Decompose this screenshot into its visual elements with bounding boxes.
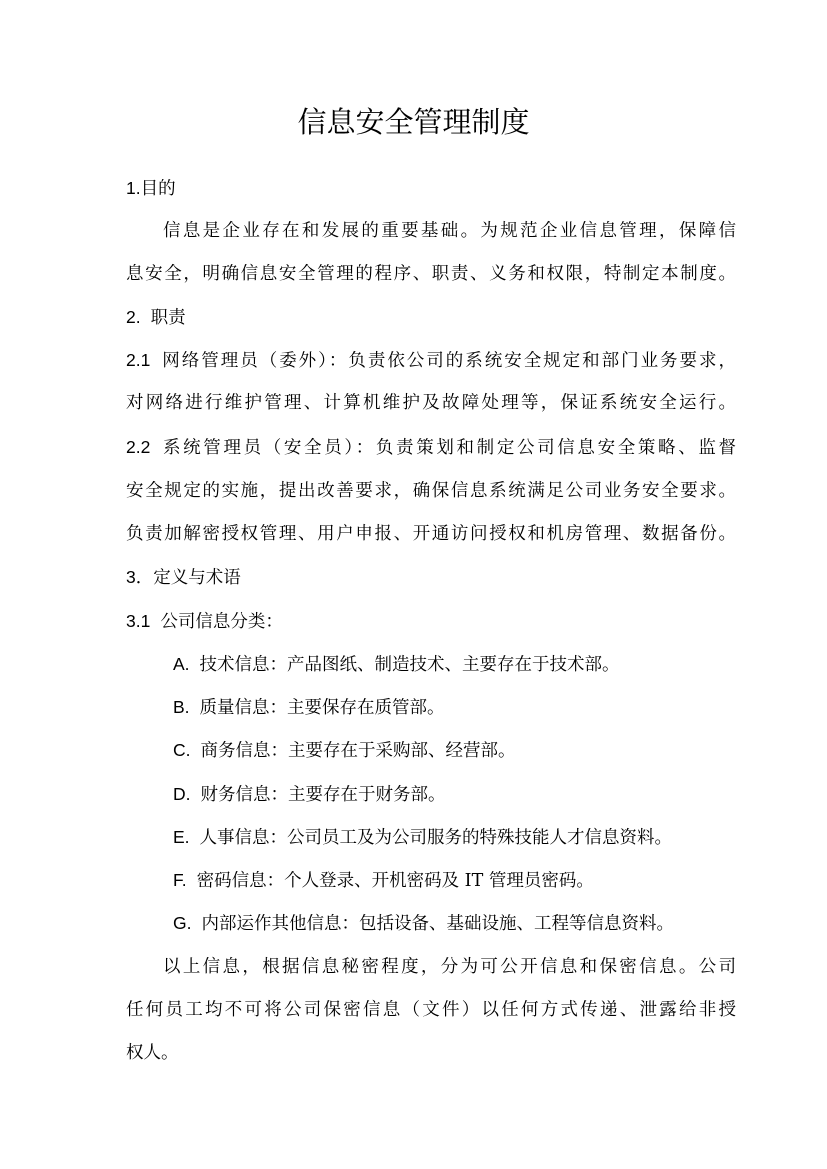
duty-2-1-line-2: 对网络进行维护管理、计算机维护及故障处理等，保证系统安全运行。: [126, 393, 736, 413]
section-title: 定义与术语: [153, 568, 241, 588]
duty-2-1-line-1: [126, 348, 736, 373]
item-letter: C.: [173, 740, 191, 760]
classification-item: [173, 695, 733, 720]
classification-item: [173, 825, 733, 850]
section-1-heading: [126, 176, 736, 201]
duty-2-2-line-3: 负责加解密授权管理、用户申报、开通访问授权和机房管理、数据备份。: [126, 524, 736, 544]
classification-item: [173, 868, 733, 893]
purpose-paragraph-line-1: 信息是企业存在和发展的重要基础。为规范企业信息管理，保障信: [163, 221, 736, 241]
item-letter: F.: [173, 870, 187, 890]
section-3-1-heading: [126, 609, 736, 634]
duty-2-2-line-2: 安全规定的实施，提出改善要求，确保信息系统满足公司业务安全要求。: [126, 481, 736, 501]
item-letter: G.: [173, 913, 192, 933]
item-text: 商务信息：主要存在于采购部、经营部。: [200, 741, 516, 761]
clause-number: 2.1: [126, 350, 151, 370]
clause-text: 网络管理员（委外）：负责依公司的系统安全规定和部门业务要求，: [160, 351, 736, 371]
clause-number: 2.2: [126, 437, 151, 457]
item-text: 质量信息：主要保存在质管部。: [199, 698, 445, 718]
section-title: 职责: [150, 308, 186, 328]
classification-item: [173, 738, 733, 763]
summary-paragraph-line-1: 以上信息，根据信息秘密程度，分为可公开信息和保密信息。公司: [163, 957, 736, 977]
item-text: 密码信息：个人登录、开机密码及 IT 管理员密码。: [196, 871, 594, 891]
item-letter: D.: [173, 784, 191, 804]
item-text: 内部运作其他信息：包括设备、基础设施、工程等信息资料。: [201, 914, 674, 934]
item-text: 技术信息：产品图纸、制造技术、主要存在于技术部。: [199, 655, 620, 675]
clause-text: 系统管理员（安全员）：负责策划和制定公司信息安全策略、监督: [160, 438, 736, 458]
section-number: 2.: [126, 307, 141, 327]
duty-2-2-line-1: [126, 435, 736, 460]
item-letter: A.: [173, 654, 190, 674]
clause-number: 3.1: [126, 611, 151, 631]
item-text: 财务信息：主要存在于财务部。: [200, 785, 446, 805]
section-title: 目的: [140, 179, 176, 199]
document-title: 信息安全管理制度: [297, 105, 530, 139]
classification-item: [173, 652, 733, 677]
summary-paragraph-line-3: 权人。: [126, 1043, 179, 1063]
item-letter: E.: [173, 827, 190, 847]
section-3-heading: [126, 565, 736, 590]
summary-paragraph-line-2: 任何员工均不可将公司保密信息（文件）以任何方式传递、泄露给非授: [126, 1000, 736, 1020]
section-number: 3．: [126, 567, 154, 587]
clause-text: 公司信息分类：: [160, 612, 283, 632]
item-letter: B.: [173, 697, 190, 717]
item-text: 人事信息：公司员工及为公司服务的特殊技能人才信息资料。: [199, 828, 673, 848]
section-number: 1.: [126, 178, 141, 198]
section-2-heading: [126, 305, 736, 330]
classification-item: [173, 782, 733, 807]
purpose-paragraph-line-2: 息安全，明确信息安全管理的程序、职责、义务和权限，特制定本制度。: [126, 264, 736, 284]
classification-item: [173, 911, 733, 936]
